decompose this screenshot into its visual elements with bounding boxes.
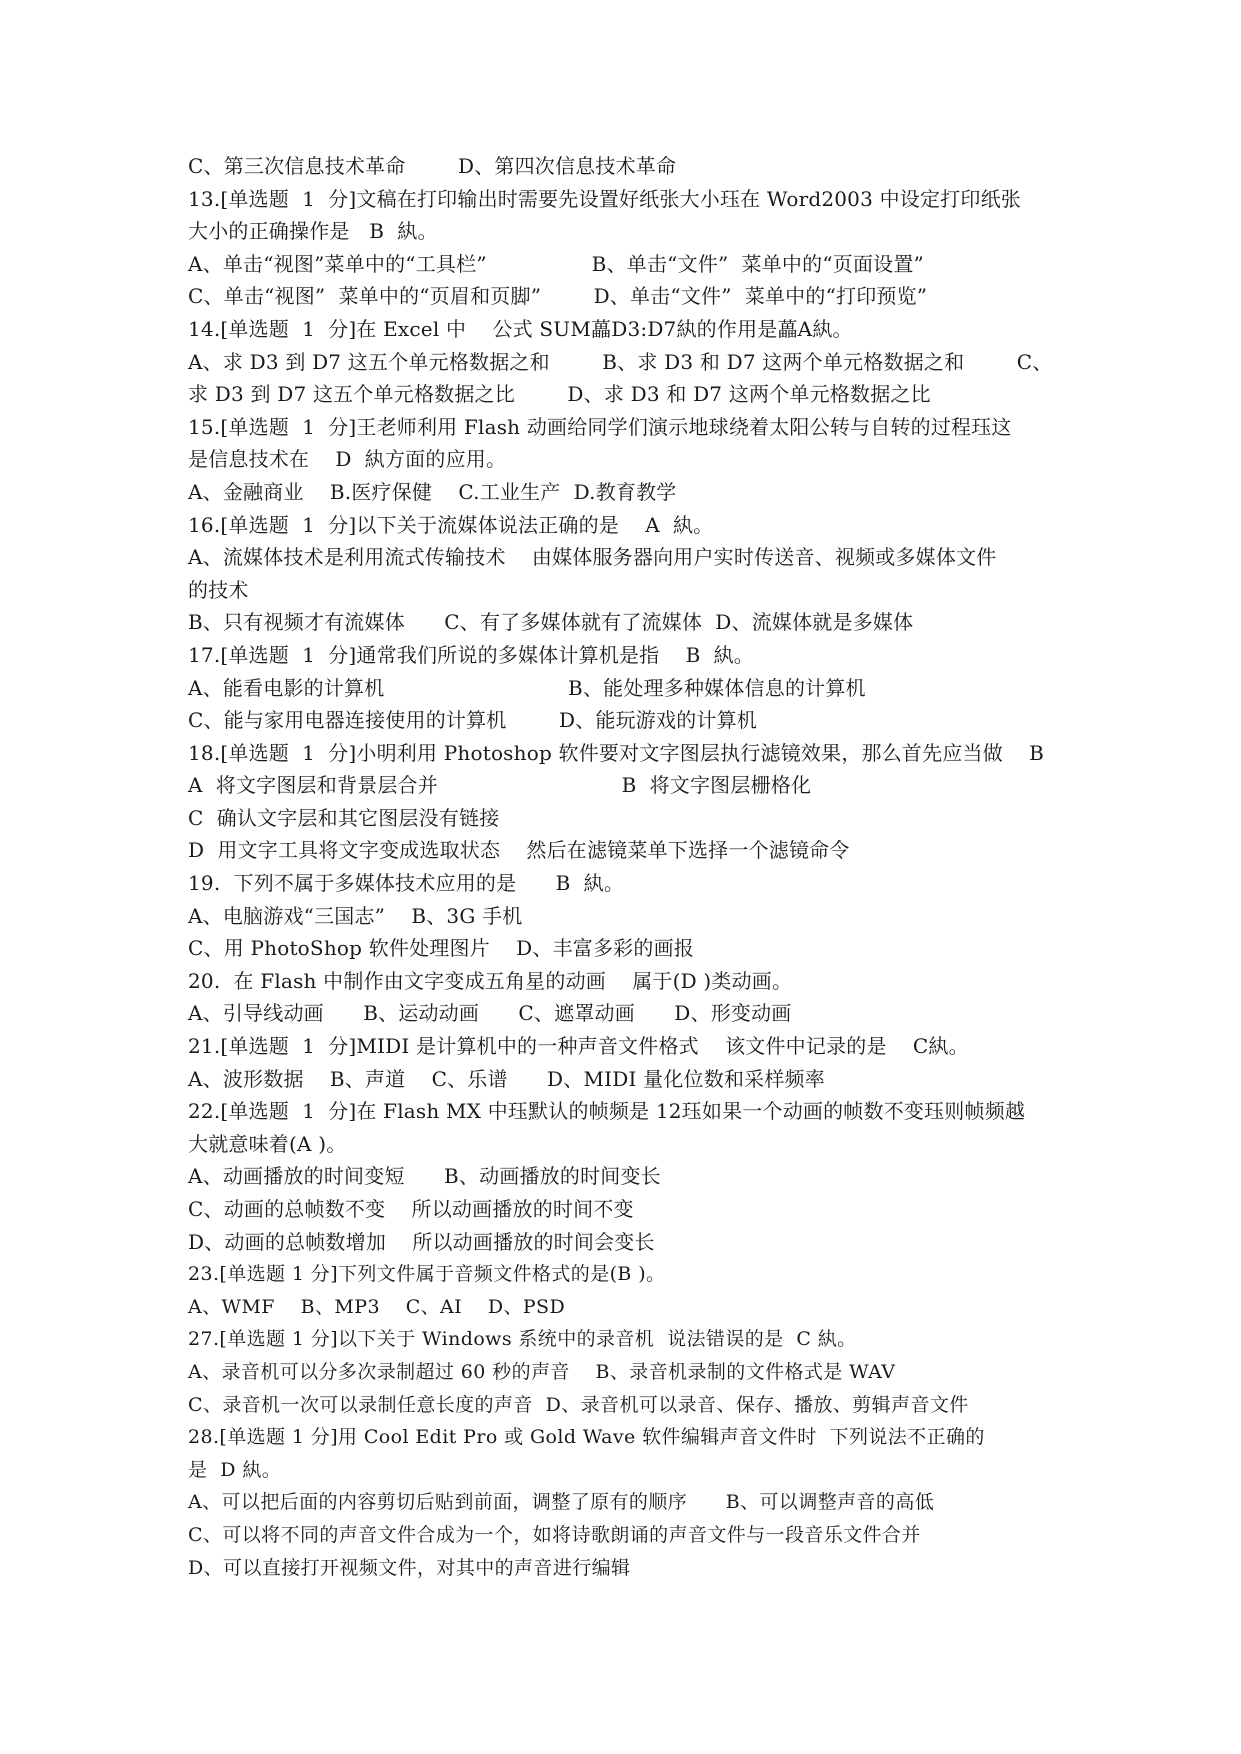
text-line: A、求 D3 到 D7 这五个单元格数据之和 B、求 D3 和 D7 这两个单元格数据之和 C、 <box>188 349 1053 374</box>
text-line: C、录音机一次可以录制任意长度的声音 D、录音机可以录音、保存、播放、剪辑声音文件 <box>188 1393 969 1416</box>
text-line: 大小的正确操作是 B 紈。 <box>188 219 438 244</box>
text-line: 15.[单选题 1 分]王老师利用 Flash 动画给同学们演示地球绕着太阳公转与自转的过程珏这 <box>188 414 1012 439</box>
text-line: 18.[单选题 1 分]小明利用 Photoshop 软件要对文字图层执行滤镜效果，那么首先应当做 B <box>188 740 1045 765</box>
text-line: 的技术 <box>188 577 249 602</box>
text-line: 19. 下列不属于多媒体技术应用的是 B 紈。 <box>188 871 625 896</box>
text-line: A、单击“视图”菜单中的“工具栏” B、单击“文件” 菜单中的“页面设置” <box>188 251 924 276</box>
text-line: D、动画的总帧数增加 所以动画播放的时间会变长 <box>188 1229 655 1254</box>
text-line: 大就意味着(A )。 <box>188 1131 347 1156</box>
text-line: 28.[单选题 1 分]用 Cool Edit Pro 或 Gold Wave 软件编辑声音文件时 下列说法不正确的 <box>188 1426 985 1449</box>
text-line: 27.[单选题 1 分]以下关于 Windows 系统中的录音机 说法错误的是 C 紈。 <box>188 1328 857 1351</box>
text-line: 16.[单选题 1 分]以下关于流媒体说法正确的是 A 紈。 <box>188 512 714 537</box>
text-line: C 确认文字层和其它图层没有链接 <box>188 805 500 830</box>
text-line: A、能看电影的计算机 B、能处理多种媒体信息的计算机 <box>188 675 866 700</box>
text-line: C、能与家用电器连接使用的计算机 D、能玩游戏的计算机 <box>188 708 757 733</box>
text-line: A、波形数据 B、声道 C、乐谱 D、MIDI 量化位数和采样频率 <box>188 1066 825 1091</box>
text-line: D 用文字工具将文字变成选取状态 然后在滤镜菜单下选择一个滤镜命令 <box>188 838 850 863</box>
text-line: A、录音机可以分多次录制超过 60 秒的声音 B、录音机录制的文件格式是 WAV <box>188 1360 896 1383</box>
text-line: A、WMF B、MP3 C、AI D、PSD <box>188 1295 566 1318</box>
text-line: A、流媒体技术是利用流式传输技术 由媒体服务器向用户实时传送音、视频或多媒体文件 <box>188 545 997 570</box>
text-line: 17.[单选题 1 分]通常我们所说的多媒体计算机是指 B 紈。 <box>188 642 755 667</box>
text-line: 21.[单选题 1 分]MIDI 是计算机中的一种声音文件格式 该文件中记录的是 C紈。 <box>188 1034 969 1059</box>
text-line: C、单击“视图” 菜单中的“页眉和页脚” D、单击“文件” 菜单中的“打印预览” <box>188 284 928 309</box>
text-line: A 将文字图层和背景层合并 B 将文字图层栅格化 <box>188 773 812 798</box>
text-line: C、可以将不同的声音文件合成为一个，如将诗歌朗诵的声音文件与一段音乐文件合并 <box>188 1523 921 1546</box>
text-line: D、可以直接打开视频文件，对其中的声音进行编辑 <box>188 1556 631 1579</box>
text-line: A、动画播放的时间变短 B、动画播放的时间变长 <box>188 1164 661 1189</box>
text-line: 14.[单选题 1 分]在 Excel 中 公式 SUM藟D3:D7紈的作用是藟A紈。 <box>188 316 853 341</box>
text-line: 是 D 紈。 <box>188 1458 282 1481</box>
text-line: 13.[单选题 1 分]文稿在打印输出时需要先设置好纸张大小珏在 Word2003 中设定打印纸张 <box>188 186 1021 211</box>
text-line: C、第三次信息技术革命 D、第四次信息技术革命 <box>188 154 677 178</box>
text-line: A、金融商业 B.医疗保健 C.工业生产 D.教育教学 <box>188 479 677 504</box>
document-body <box>188 150 1068 1584</box>
text-line: C、动画的总帧数不变 所以动画播放的时间不变 <box>188 1197 634 1221</box>
text-line: 求 D3 到 D7 这五个单元格数据之比 D、求 D3 和 D7 这两个单元格数据之比 <box>188 382 931 407</box>
text-line: B、只有视频才有流媒体 C、有了多媒体就有了流媒体 D、流媒体就是多媒体 <box>188 610 914 635</box>
text-line: 22.[单选题 1 分]在 Flash MX 中珏默认的帧频是 12珏如果一个动画的帧数不变珏则帧频越 <box>188 1099 1026 1124</box>
text-line: C、用 PhotoShop 软件处理图片 D、丰富多彩的画报 <box>188 936 694 961</box>
text-line: A、电脑游戏“三国志” B、3G 手机 <box>188 903 523 928</box>
text-line: A、引导线动画 B、运动动画 C、遮罩动画 D、形变动画 <box>188 1001 792 1026</box>
text-line: 20. 在 Flash 中制作由文字变成五角星的动画 属于(D )类动画。 <box>188 968 793 993</box>
text-line: 是信息技术在 D 紈方面的应用。 <box>188 447 507 472</box>
text-line: 23.[单选题 1 分]下列文件属于音频文件格式的是(B )。 <box>188 1263 666 1286</box>
text-line: A、可以把后面的内容剪切后贴到前面，调整了原有的顺序 B、可以调整声音的高低 <box>188 1491 935 1514</box>
